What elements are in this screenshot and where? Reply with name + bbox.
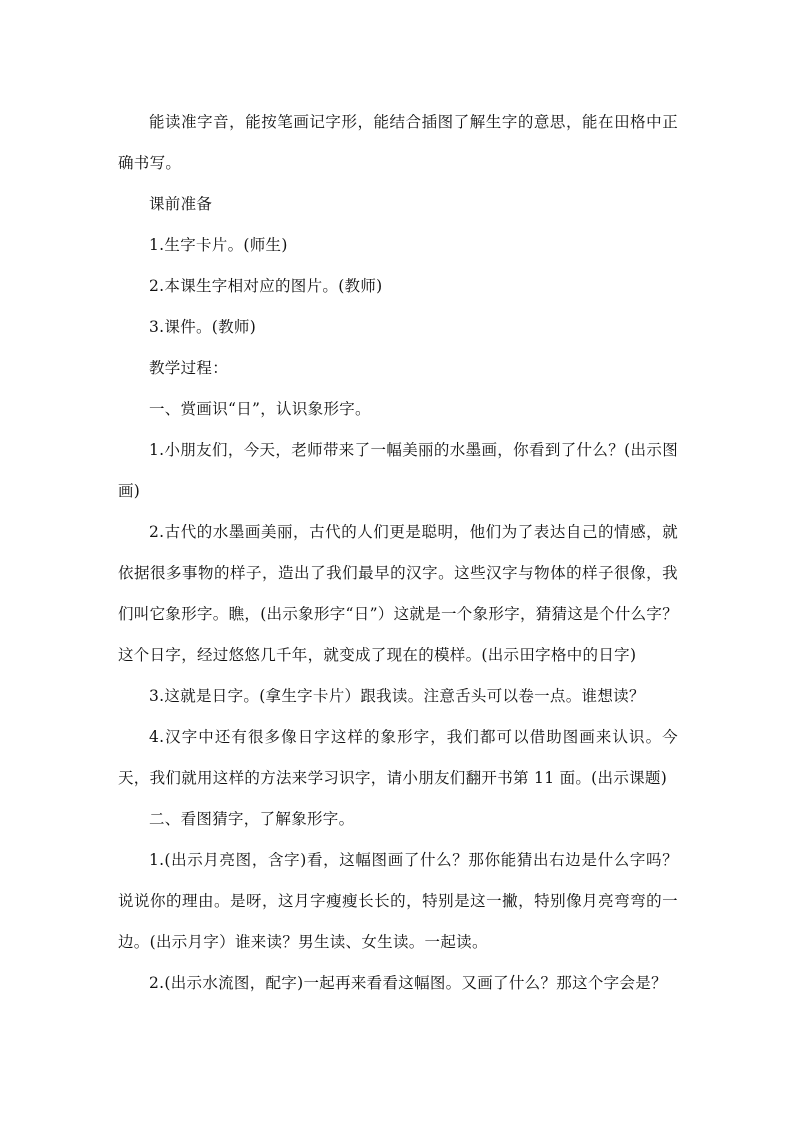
paragraph-section-1-heading: 一、赏画识“日”，认识象形字。 [149,400,371,418]
paragraph-objective: 能读准字音，能按笔画记字形，能结合插图了解生字的意思，能在田格中正确书写。 [118,113,678,172]
paragraph-section-2-heading: 二、看图猜字，了解象形字。 [149,810,355,828]
paragraph-heading-preparation: 课前准备 [149,195,213,213]
paragraph-section-2-step-2: 2.(出示水流图，配字)一起再来看看这幅图。又画了什么？那这个字会是？ [149,974,667,992]
paragraph-heading-process: 教学过程： [149,359,229,377]
paragraph-prep-item-1: 1.生字卡片。(师生) [149,236,288,254]
paragraph-prep-item-2: 2.本课生字相对应的图片。(教师) [149,277,383,295]
paragraph-section-1-step-1: 1.小朋友们，今天，老师带来了一幅美丽的水墨画，你看到了什么？(出示图画) [118,441,678,500]
paragraph-section-1-step-4: 4.汉字中还有很多像日字这样的象形字，我们都可以借助图画来认识。今天，我们就用这样的方法来学习识字，请小朋友们翻开书第 11 面。(出示课题) [118,728,678,787]
document-body [118,102,678,1004]
paragraph-section-2-step-1: 1.(出示月亮图，含字)看，这幅图画了什么？那你能猜出右边是什么字吗？说说你的理由。是呀，这月字瘦瘦长长的，特别是这一撇，特别像月亮弯弯的一边。(出示月字）谁来读？男生读、女生读。一起读。 [118,851,678,951]
paragraph-prep-item-3: 3.课件。(教师) [149,318,257,336]
paragraph-section-1-step-2: 2.古代的水墨画美丽，古代的人们更是聪明，他们为了表达自己的情感，就依据很多事物的样子，造出了我们最早的汉字。这些汉字与物体的样子很像，我们叫它象形字。瞧，(出示象形字“日”）这就是一个象形字，猜猜这是个什么字？这个日字，经过悠悠几千年，就变成了现在的模样。(出示田字格中的日字) [118,523,678,664]
paragraph-section-1-step-3: 3.这就是日字。(拿生字卡片）跟我读。注意舌头可以卷一点。谁想读？ [149,687,645,705]
